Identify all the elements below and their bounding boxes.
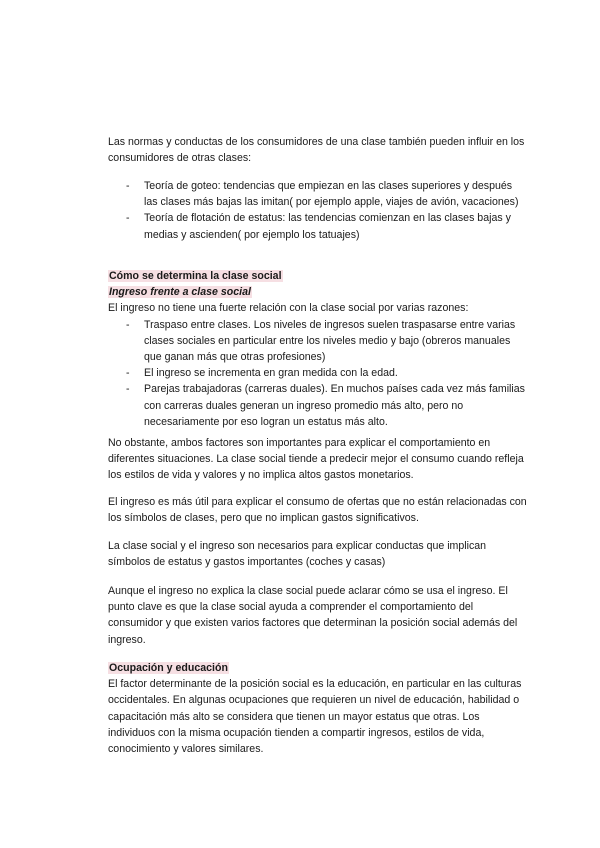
list-item: - Parejas trabajadoras (carreras duales). En muchos países cada vez más familias con carreras duales generan un ingreso promedio más alto, pero no necesariamente por eso logran un estatus más alto. [126, 383, 525, 428]
bullet-dash: - [126, 367, 130, 380]
list-item: - Traspaso entre clases. Los niveles de ingresos suelen traspasarse entre varias clases sociales en particular entre los niveles medio y bajo (obreros manuales que ganan más que otras profesiones) [126, 318, 516, 364]
intro-paragraph: Las normas y conductas de los consumidores de una clase también pueden influir en los consumidores de otras clases: [108, 136, 525, 165]
bullet-dash: - [126, 180, 130, 192]
section-heading: Cómo se determina la clase social [109, 270, 282, 282]
list-item: - Teoría de flotación de estatus: las tendencias comienzan en las clases bajas y medias y ascienden( por ejemplo los tatuajes) [126, 212, 511, 241]
section-heading: Ocupación y educación [109, 662, 228, 674]
bullet-dash: - [126, 318, 130, 331]
bullet-dash: - [126, 212, 130, 225]
list-item: - El ingreso se incrementa en gran medida con la edad. [108, 365, 528, 381]
paragraph: Aunque el ingreso no explica la clase social puede aclarar cómo se usa el ingreso. El punto clave es que la clase social ayuda a comprender el comportamiento del consumidor y que existen varios factores que determinan la posición social además del ingreso. [108, 585, 518, 646]
section-subheading: Ingreso frente a clase social [109, 286, 251, 299]
list-item: - Teoría de goteo: tendencias que empiezan en las clases superiores y después las clases más bajas las imitan( por ejemplo apple, viajes de avión, vacaciones) [126, 180, 519, 209]
reasons-list [108, 317, 528, 430]
paragraph: No obstante, ambos factores son importantes para explicar el comportamiento en diferentes situaciones. La clase social tiende a predecir mejor el consumo cuando refleja los estilos de vida y valores y no implica altos gastos monetarios. [108, 437, 524, 482]
bullet-dash: - [126, 383, 130, 396]
section-occupation-education [108, 660, 528, 757]
theories-list [108, 178, 528, 243]
lead-paragraph: El ingreso no tiene una fuerte relación con la clase social por varias razones: [108, 302, 469, 315]
paragraph: El ingreso es más útil para explicar el consumo de ofertas que no están relacionadas con los símbolos de clases, pero que no implican gastos significativos. [108, 496, 527, 525]
paragraph: El factor determinante de la posición social es la educación, en particular en las culturas occidentales. En algunas ocupaciones que requieren un nivel de educación, habilidad o capacitación más alto se considera que tienen un mayor estatus que otras. Los individuos con la misma ocupación tienden a compartir ingresos, estilos de vida, conocimiento y valores similares. [108, 678, 522, 756]
section-income-vs-class [108, 268, 528, 430]
paragraph: La clase social y el ingreso son necesarios para explicar conductas que implican símbolos de estatus y gastos importantes (coches y casas) [108, 540, 487, 569]
